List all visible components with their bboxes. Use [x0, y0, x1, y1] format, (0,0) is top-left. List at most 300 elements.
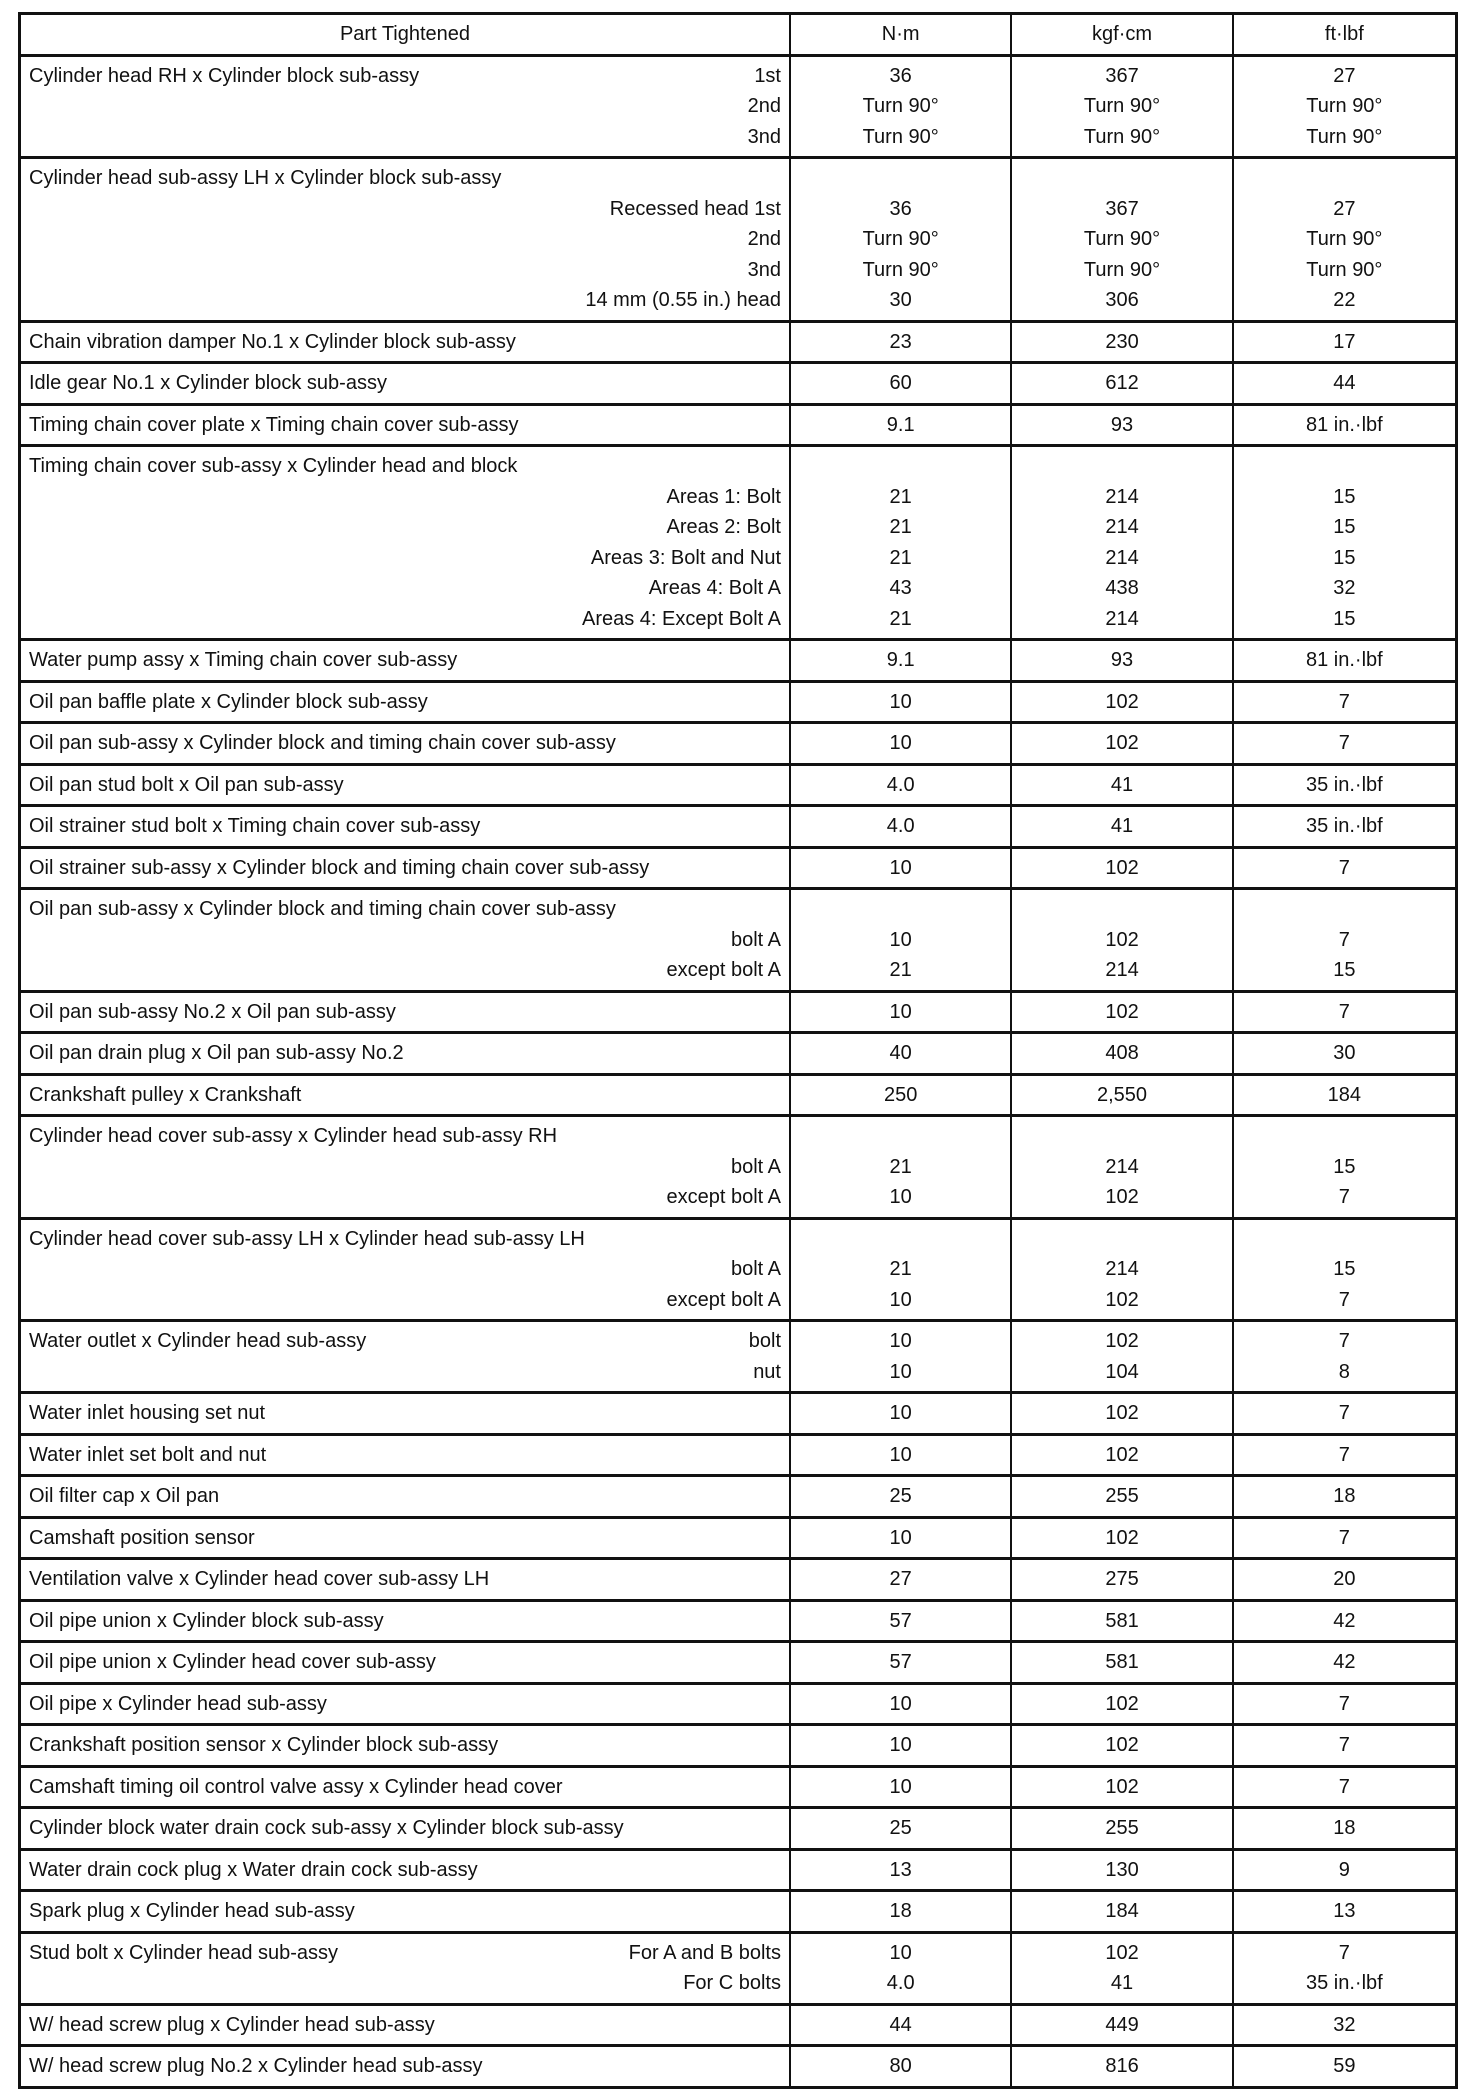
torque-value: 10: [889, 1941, 912, 1964]
table-row: [20, 847, 1457, 889]
torque-value: 2,550: [1096, 1083, 1148, 1106]
part-name: W/ head screw plug x Cylinder head sub-assy: [29, 2013, 435, 2036]
blank-line: [1242, 1121, 1447, 1152]
part-cell: [20, 1033, 791, 1075]
torque-value: 30: [889, 289, 912, 311]
sub-line: [29, 255, 781, 286]
part-name: Oil filter cap x Oil pan: [29, 1485, 220, 1507]
torque-value: 816: [1105, 2055, 1139, 2077]
sub-line: [29, 728, 781, 759]
torque-value: 27: [889, 1568, 912, 1590]
blank-line: [1020, 894, 1223, 925]
part-name: Oil pipe union x Cylinder head cover sub-assy: [29, 1651, 436, 1673]
torque-value: 81 in.·lbf: [1305, 649, 1383, 671]
part-name: Timing chain cover plate x Timing chain cover sub-assy: [29, 413, 519, 436]
torque-value: 581: [1105, 1609, 1139, 1632]
torque-value: 32: [1333, 577, 1356, 599]
kgfcm-cell: [1011, 764, 1232, 806]
kgfcm-cell: [1011, 806, 1232, 848]
part-name: Oil pan stud bolt x Oil pan sub-assy: [29, 773, 344, 796]
torque-value: 93: [1110, 649, 1134, 671]
table-row: [20, 1642, 1457, 1684]
nm-cell: [790, 991, 1011, 1033]
part-name: Cylinder head sub-assy LH x Cylinder block sub-assy: [29, 167, 502, 189]
torque-value: 21: [889, 485, 912, 508]
torque-value: 35 in.·lbf: [1305, 1972, 1383, 1994]
sub-line: [29, 327, 781, 358]
torque-value: 250: [883, 1083, 918, 1106]
sub-line: [29, 604, 781, 635]
torque-value: 10: [889, 856, 912, 879]
blank-line: [799, 1224, 1002, 1255]
kgfcm-cell: [1011, 991, 1232, 1033]
nm-cell: [790, 404, 1011, 446]
torque-value: Turn 90°: [1306, 228, 1383, 250]
nm-cell: [790, 1033, 1011, 1075]
kgfcm-cell: [1011, 1559, 1232, 1601]
torque-value: 60: [889, 372, 912, 394]
torque-value: 9.1: [886, 413, 915, 436]
table-row: [20, 1321, 1457, 1393]
torque-value: Turn 90°: [1306, 258, 1383, 281]
sub-line: [29, 955, 781, 986]
table-row: [20, 1766, 1457, 1808]
part-name: Spark plug x Cylinder head sub-assy: [29, 1900, 355, 1922]
ftlbf-cell: [1233, 321, 1457, 363]
table-row: [20, 446, 1457, 640]
table-row: [20, 991, 1457, 1033]
table-row: [20, 681, 1457, 723]
torque-value: 10: [889, 732, 912, 754]
table-row: [20, 889, 1457, 992]
torque-value: Turn 90°: [1306, 125, 1383, 148]
torque-value: 15: [1333, 1258, 1356, 1280]
table-row: [20, 1517, 1457, 1559]
torque-value: 102: [1105, 1941, 1139, 1964]
torque-value: 35 in.·lbf: [1305, 815, 1383, 837]
torque-value: 449: [1105, 2013, 1139, 2036]
part-cell: [20, 640, 791, 682]
sub-line: [29, 1606, 781, 1637]
torque-value: 438: [1105, 577, 1139, 599]
torque-value: 7: [1338, 928, 1350, 951]
kgfcm-cell: [1011, 723, 1232, 765]
table-row: [20, 1932, 1457, 2004]
torque-value: 102: [1105, 1288, 1139, 1311]
torque-value: 10: [889, 928, 912, 951]
nm-cell: [790, 1932, 1011, 2004]
table-row: [20, 723, 1457, 765]
sub-line: [29, 1182, 781, 1213]
torque-value: 80: [889, 2055, 912, 2077]
part-cell: [20, 1559, 791, 1601]
kgfcm-cell: [1011, 446, 1232, 640]
step-label: Recessed head 1st: [609, 197, 781, 220]
kgfcm-cell: [1011, 1600, 1232, 1642]
torque-value: 10: [889, 1186, 912, 1208]
torque-value: 8: [1338, 1360, 1350, 1383]
torque-value: 36: [889, 197, 912, 220]
table-row: [20, 1116, 1457, 1219]
torque-value: 44: [1333, 372, 1356, 394]
torque-value: 367: [1105, 197, 1139, 220]
table-row: [20, 1808, 1457, 1850]
blank-line: [1020, 163, 1223, 194]
part-name: Water outlet x Cylinder head sub-assy: [29, 1330, 367, 1352]
ftlbf-cell: [1233, 404, 1457, 446]
ftlbf-cell: [1233, 991, 1457, 1033]
torque-value: 81 in.·lbf: [1305, 413, 1383, 436]
sub-line: [29, 410, 781, 441]
step-label: bolt A: [730, 1258, 781, 1280]
torque-value: 7: [1338, 1734, 1350, 1756]
kgfcm-cell: [1011, 158, 1232, 322]
kgfcm-cell: [1011, 1766, 1232, 1808]
sub-line: [29, 61, 781, 92]
ftlbf-cell: [1233, 363, 1457, 405]
part-cell: [20, 1600, 791, 1642]
nm-cell: [790, 1321, 1011, 1393]
sub-line: [29, 1855, 781, 1886]
torque-value: 9: [1338, 1858, 1350, 1881]
part-cell: [20, 1932, 791, 2004]
nm-cell: [790, 1600, 1011, 1642]
table-row: [20, 1476, 1457, 1518]
nm-cell: [790, 363, 1011, 405]
torque-value: 10: [889, 1443, 912, 1466]
sub-line: [29, 1523, 781, 1554]
ftlbf-cell: [1233, 1476, 1457, 1518]
torque-value: 27: [1333, 64, 1356, 87]
torque-value: 10: [889, 1360, 912, 1383]
part-cell: [20, 1683, 791, 1725]
sub-line: [29, 543, 781, 574]
sub-line: [29, 997, 781, 1028]
sub-line: [29, 925, 781, 956]
part-name: Chain vibration damper No.1 x Cylinder block sub-assy: [29, 330, 516, 353]
nm-cell: [790, 1074, 1011, 1116]
sub-line: [29, 853, 781, 884]
sub-line: [29, 1730, 781, 1761]
torque-value: 255: [1105, 1485, 1139, 1507]
table-row: [20, 1074, 1457, 1116]
kgfcm-cell: [1011, 1932, 1232, 2004]
blank-line: [1020, 451, 1223, 482]
torque-value: 10: [889, 1692, 912, 1715]
torque-value: 30: [1333, 1042, 1356, 1064]
nm-cell: [790, 1891, 1011, 1933]
header-nm: N·m: [790, 14, 1011, 56]
ftlbf-cell: [1233, 158, 1457, 322]
torque-value: 21: [889, 1155, 912, 1178]
torque-value: Turn 90°: [1083, 258, 1161, 281]
torque-value: 7: [1338, 732, 1350, 754]
nm-cell: [790, 681, 1011, 723]
table-row: [20, 1725, 1457, 1767]
torque-value: 102: [1105, 732, 1139, 754]
nm-cell: [790, 1766, 1011, 1808]
nm-cell: [790, 1393, 1011, 1435]
torque-value: 214: [1105, 1258, 1139, 1280]
part-cell: [20, 1218, 791, 1321]
torque-value: 15: [1333, 607, 1356, 630]
part-cell: [20, 681, 791, 723]
torque-value: 18: [1333, 1485, 1356, 1507]
sub-line: [29, 811, 781, 842]
part-cell: [20, 1393, 791, 1435]
sub-line: [29, 1080, 781, 1111]
part-cell: [20, 363, 791, 405]
kgfcm-cell: [1011, 1517, 1232, 1559]
ftlbf-cell: [1233, 640, 1457, 682]
table-row: [20, 806, 1457, 848]
torque-value: 7: [1338, 1941, 1350, 1964]
part-cell: [20, 1891, 791, 1933]
torque-value: 41: [1110, 1972, 1134, 1994]
part-cell: [20, 889, 791, 992]
step-label: bolt A: [730, 1155, 781, 1178]
torque-value: 57: [889, 1609, 912, 1632]
ftlbf-cell: [1233, 1434, 1457, 1476]
sub-line: [29, 91, 781, 122]
part-line: [29, 451, 781, 482]
torque-value: 4.0: [886, 1972, 915, 1994]
kgfcm-cell: [1011, 681, 1232, 723]
part-name: Crankshaft position sensor x Cylinder block sub-assy: [29, 1734, 499, 1756]
step-label: 3nd: [747, 125, 781, 148]
torque-value: 25: [889, 1817, 912, 1839]
torque-value: 214: [1105, 607, 1139, 630]
part-name: Cylinder head RH x Cylinder block sub-assy: [29, 64, 420, 87]
table-row: [20, 55, 1457, 158]
torque-value: 130: [1105, 1858, 1139, 1881]
torque-value: 27: [1333, 197, 1356, 220]
torque-value: 35 in.·lbf: [1305, 773, 1383, 796]
nm-cell: [790, 889, 1011, 992]
part-name: Oil pipe x Cylinder head sub-assy: [29, 1692, 327, 1715]
torque-value: 367: [1105, 64, 1139, 87]
torque-value: 10: [889, 1734, 912, 1756]
ftlbf-cell: [1233, 1766, 1457, 1808]
torque-value: 36: [889, 64, 912, 87]
nm-cell: [790, 1808, 1011, 1850]
ftlbf-cell: [1233, 55, 1457, 158]
ftlbf-cell: [1233, 1393, 1457, 1435]
kgfcm-cell: [1011, 404, 1232, 446]
part-cell: [20, 446, 791, 640]
torque-value: 7: [1338, 1000, 1350, 1023]
sub-line: [29, 1772, 781, 1803]
step-label: 3nd: [747, 258, 781, 281]
torque-value: 102: [1105, 1775, 1139, 1798]
ftlbf-cell: [1233, 889, 1457, 992]
torque-value: 408: [1105, 1042, 1139, 1064]
torque-value: 93: [1110, 413, 1134, 436]
ftlbf-cell: [1233, 1218, 1457, 1321]
table-row: [20, 1683, 1457, 1725]
nm-cell: [790, 1218, 1011, 1321]
kgfcm-cell: [1011, 1808, 1232, 1850]
sub-line: [29, 1813, 781, 1844]
part-cell: [20, 991, 791, 1033]
sub-line: [29, 1398, 781, 1429]
nm-cell: [790, 1725, 1011, 1767]
table-row: [20, 158, 1457, 322]
part-name: Cylinder head cover sub-assy LH x Cylinder head sub-assy LH: [29, 1227, 585, 1250]
part-name: W/ head screw plug No.2 x Cylinder head sub-assy: [29, 2055, 483, 2077]
kgfcm-cell: [1011, 847, 1232, 889]
sub-line: [29, 1152, 781, 1183]
ftlbf-cell: [1233, 1849, 1457, 1891]
sub-line: [29, 1357, 781, 1388]
torque-value: 7: [1338, 1775, 1350, 1798]
ftlbf-cell: [1233, 1116, 1457, 1219]
kgfcm-cell: [1011, 1725, 1232, 1767]
sub-line: [29, 1968, 781, 1999]
table-row: [20, 1033, 1457, 1075]
torque-value: 102: [1105, 1526, 1139, 1549]
part-name: Oil pan sub-assy No.2 x Oil pan sub-assy: [29, 1000, 396, 1023]
torque-value: Turn 90°: [1083, 125, 1161, 148]
sub-line: [29, 1896, 781, 1927]
sub-line: [29, 1326, 781, 1357]
step-label: except bolt A: [666, 1288, 781, 1311]
sub-line: [29, 2051, 781, 2082]
torque-value: 102: [1105, 1402, 1139, 1424]
ftlbf-cell: [1233, 1642, 1457, 1684]
torque-value: 7: [1338, 1186, 1350, 1208]
header-part: Part Tightened: [20, 14, 791, 56]
step-label: 2nd: [747, 95, 781, 117]
part-cell: [20, 764, 791, 806]
kgfcm-cell: [1011, 1891, 1232, 1933]
torque-value: 102: [1105, 690, 1139, 713]
torque-value: 40: [889, 1042, 912, 1064]
part-name: Oil pan sub-assy x Cylinder block and timing chain cover sub-assy: [29, 898, 616, 920]
ftlbf-cell: [1233, 446, 1457, 640]
nm-cell: [790, 1434, 1011, 1476]
ftlbf-cell: [1233, 1725, 1457, 1767]
torque-value: 15: [1333, 516, 1356, 538]
part-line: [29, 894, 781, 925]
torque-value: 10: [889, 1000, 912, 1023]
torque-value: 15: [1333, 485, 1356, 508]
table-row: [20, 363, 1457, 405]
nm-cell: [790, 1517, 1011, 1559]
torque-value: 41: [1110, 815, 1134, 837]
part-name: Cylinder head cover sub-assy x Cylinder head sub-assy RH: [29, 1125, 558, 1147]
part-cell: [20, 1725, 791, 1767]
torque-value: 32: [1333, 2013, 1356, 2036]
nm-cell: [790, 321, 1011, 363]
blank-line: [799, 163, 1002, 194]
torque-value: 22: [1333, 289, 1356, 311]
sub-line: [29, 512, 781, 543]
torque-value: 25: [889, 1485, 912, 1507]
torque-value: Turn 90°: [862, 125, 939, 148]
blank-line: [799, 894, 1002, 925]
step-label: Areas 3: Bolt and Nut: [590, 546, 781, 569]
kgfcm-cell: [1011, 1849, 1232, 1891]
kgfcm-cell: [1011, 1218, 1232, 1321]
torque-value: 4.0: [886, 815, 915, 837]
ftlbf-cell: [1233, 723, 1457, 765]
ftlbf-cell: [1233, 2046, 1457, 2088]
torque-value: 18: [1333, 1817, 1356, 1839]
part-name: Oil pipe union x Cylinder block sub-assy: [29, 1609, 384, 1632]
part-name: Water pump assy x Timing chain cover sub-assy: [29, 649, 458, 671]
sub-line: [29, 1647, 781, 1678]
torque-value: Turn 90°: [862, 95, 939, 117]
sub-line: [29, 1481, 781, 1512]
kgfcm-cell: [1011, 55, 1232, 158]
sub-line: [29, 573, 781, 604]
blank-line: [1020, 1224, 1223, 1255]
part-cell: [20, 1849, 791, 1891]
part-name: Oil pan baffle plate x Cylinder block sub-assy: [29, 690, 428, 713]
ftlbf-cell: [1233, 1517, 1457, 1559]
torque-value: 21: [889, 607, 912, 630]
torque-value: 57: [889, 1651, 912, 1673]
torque-value: 7: [1338, 1288, 1350, 1311]
torque-value: 10: [889, 1402, 912, 1424]
blank-line: [1242, 451, 1447, 482]
torque-value: 41: [1110, 773, 1134, 796]
torque-value: 184: [1105, 1900, 1139, 1922]
nm-cell: [790, 158, 1011, 322]
part-cell: [20, 847, 791, 889]
torque-value: 102: [1105, 856, 1139, 879]
torque-value: 102: [1105, 1186, 1139, 1208]
ftlbf-cell: [1233, 1559, 1457, 1601]
torque-value: 214: [1105, 959, 1139, 981]
sub-line: [29, 645, 781, 676]
torque-value: 43: [889, 577, 912, 599]
part-cell: [20, 1434, 791, 1476]
torque-value: 21: [889, 516, 912, 538]
step-label: Areas 2: Bolt: [666, 516, 781, 538]
torque-value: 18: [889, 1900, 912, 1922]
torque-value: 255: [1105, 1817, 1139, 1839]
kgfcm-cell: [1011, 2004, 1232, 2046]
kgfcm-cell: [1011, 1116, 1232, 1219]
table-row: [20, 1849, 1457, 1891]
part-line: [29, 163, 781, 194]
torque-value: 214: [1105, 1155, 1139, 1178]
part-name: Oil pan sub-assy x Cylinder block and timing chain cover sub-assy: [29, 732, 616, 754]
table-row: [20, 1434, 1457, 1476]
table-row: [20, 640, 1457, 682]
nm-cell: [790, 723, 1011, 765]
blank-line: [1020, 1121, 1223, 1152]
kgfcm-cell: [1011, 1321, 1232, 1393]
part-cell: [20, 806, 791, 848]
nm-cell: [790, 640, 1011, 682]
torque-value: 275: [1105, 1568, 1139, 1590]
nm-cell: [790, 1683, 1011, 1725]
part-name: Camshaft position sensor: [29, 1526, 255, 1549]
torque-value: 21: [889, 546, 912, 569]
sub-line: [29, 1564, 781, 1595]
ftlbf-cell: [1233, 847, 1457, 889]
ftlbf-cell: [1233, 1600, 1457, 1642]
ftlbf-cell: [1233, 1074, 1457, 1116]
ftlbf-cell: [1233, 2004, 1457, 2046]
part-cell: [20, 1116, 791, 1219]
sub-line: [29, 368, 781, 399]
part-cell: [20, 1766, 791, 1808]
torque-value: 7: [1338, 856, 1350, 879]
